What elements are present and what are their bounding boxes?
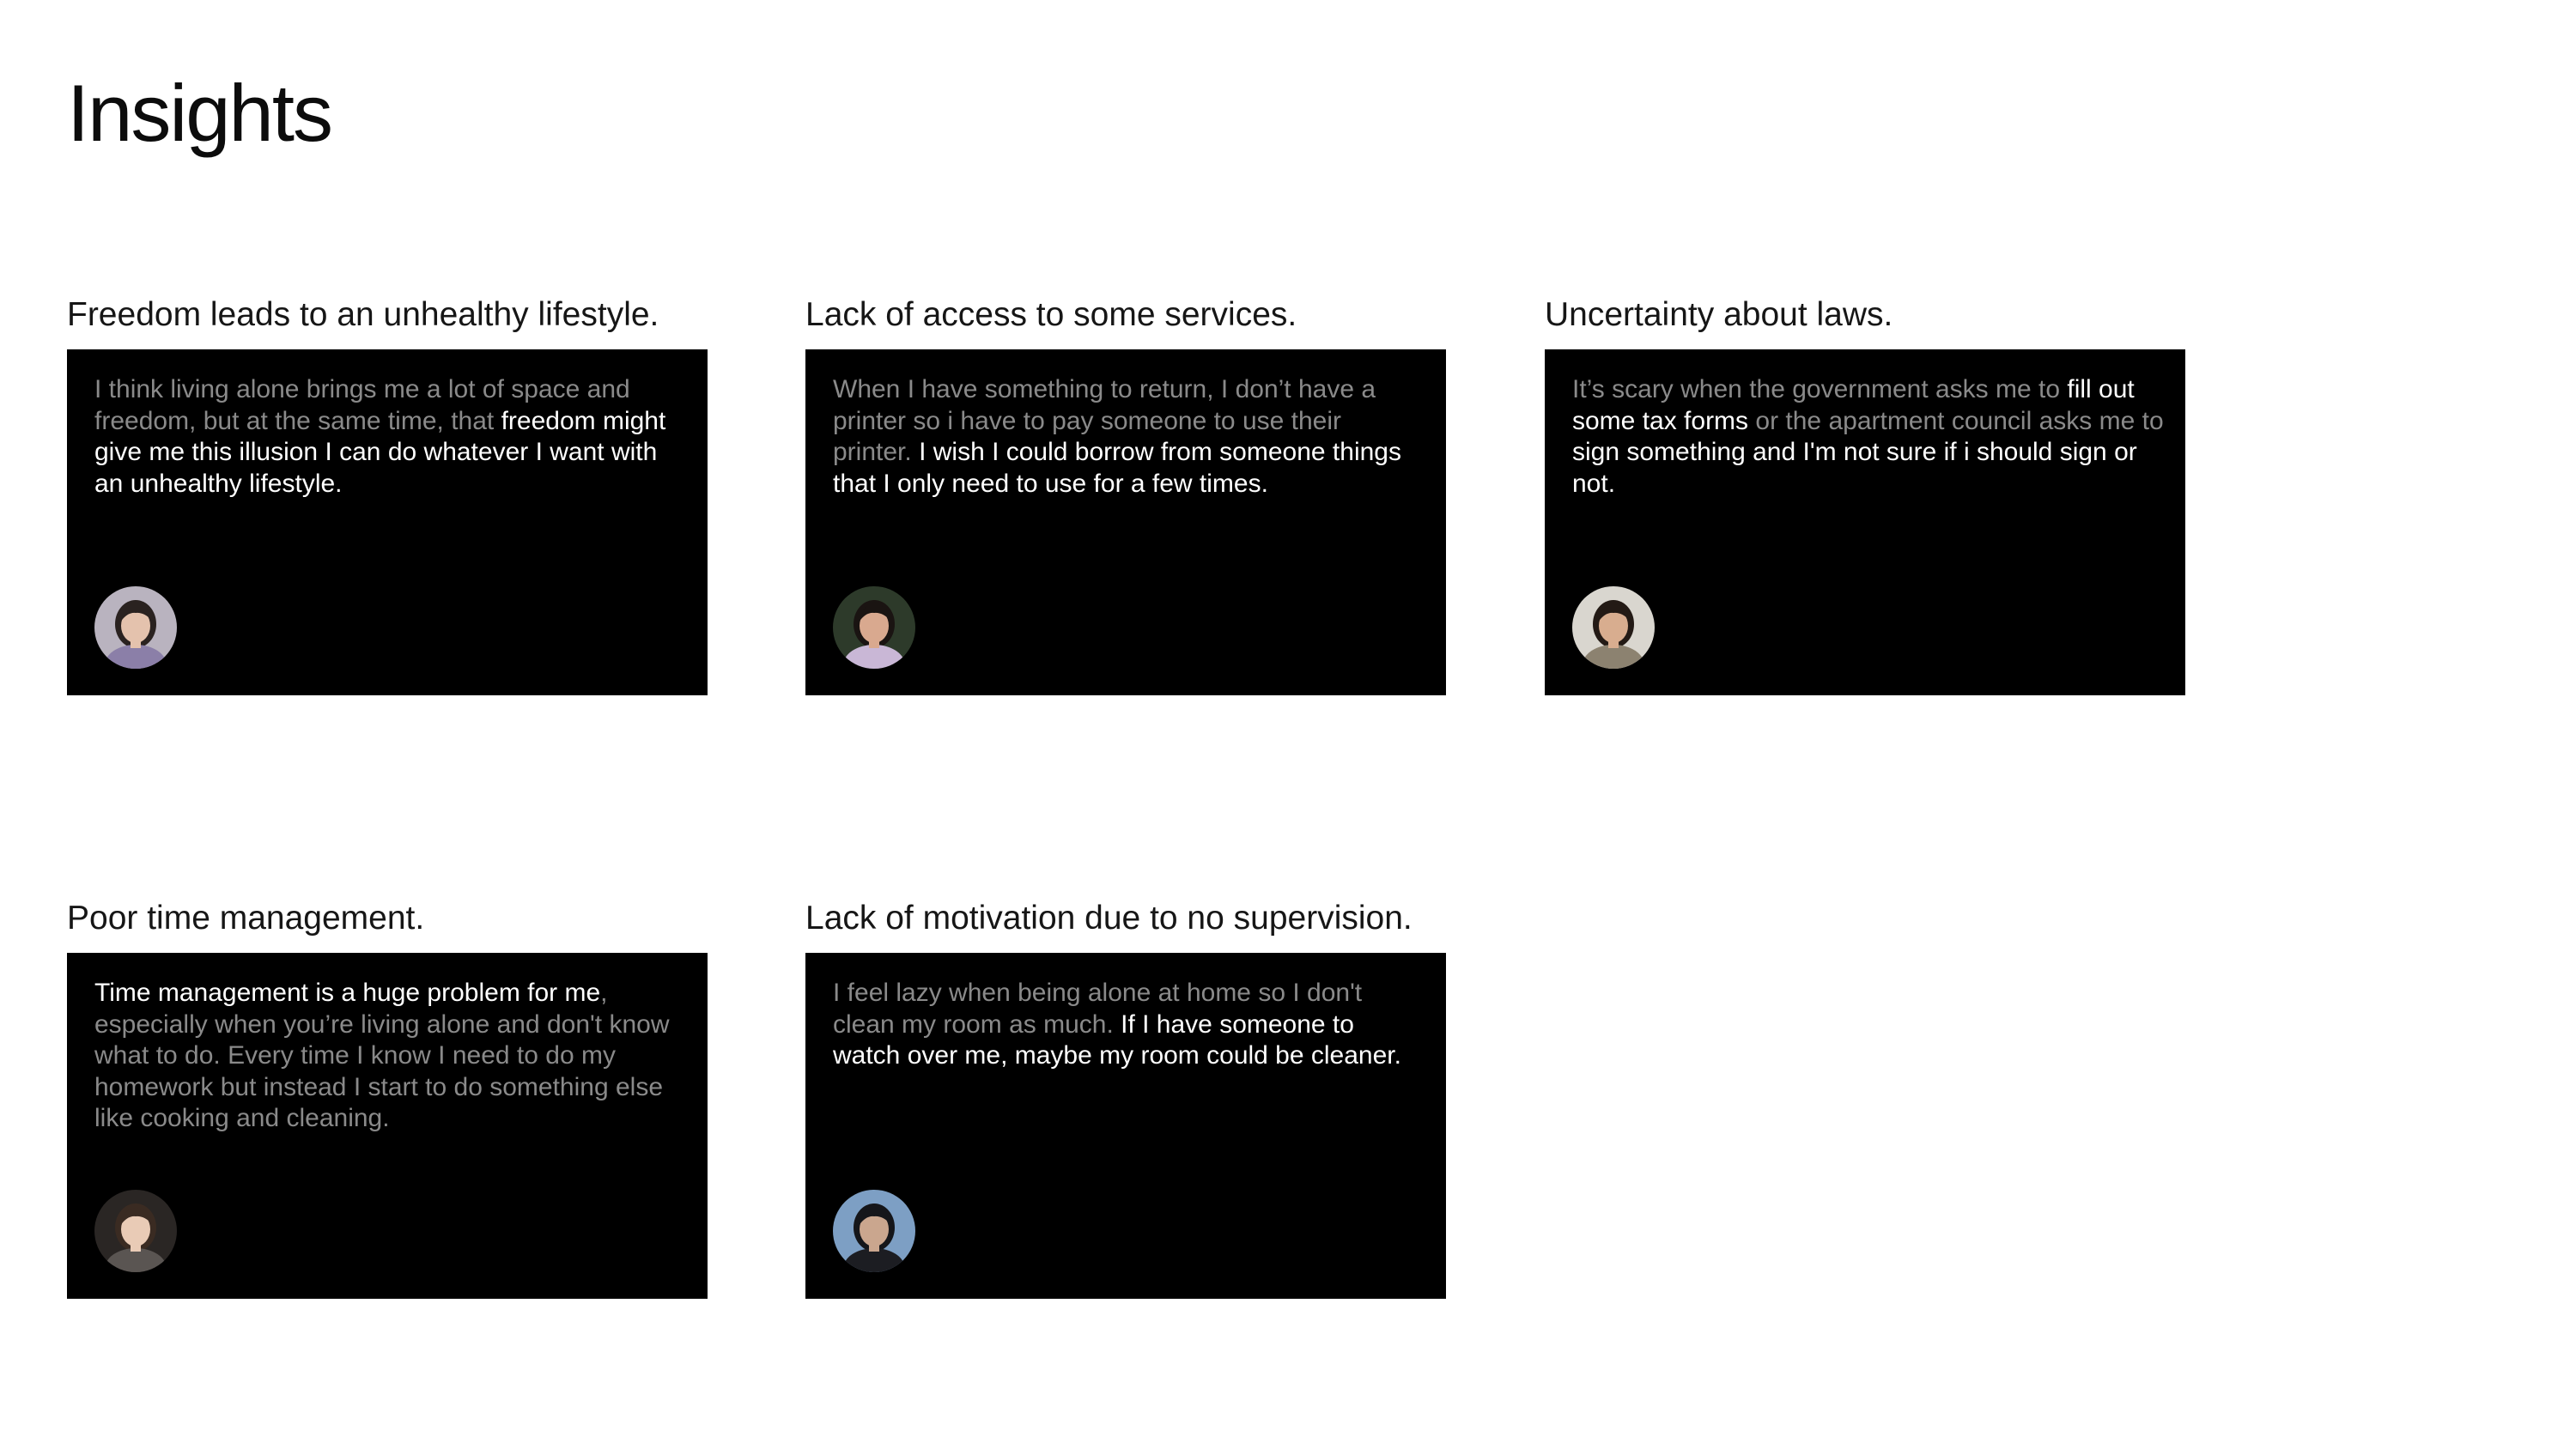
avatar <box>94 1190 177 1272</box>
quote-card <box>805 349 1446 695</box>
insight-card <box>805 897 1446 1070</box>
insight-card <box>805 294 1446 498</box>
quote-segment: I think living alone brings me a lot of space and freedom, but at the same time, that <box>94 375 630 435</box>
quote-card <box>1545 349 2185 695</box>
quote-segment-emphasis: I wish I could borrow from someone things that I only need to use for a few times. <box>833 438 1401 498</box>
user-photo-avatar <box>94 586 177 669</box>
quote-segment: I feel lazy when being alone at home so I don't clean my room as much. <box>833 979 1363 1039</box>
quote-text <box>1572 374 2165 500</box>
avatar <box>1572 586 1655 669</box>
user-photo-avatar <box>94 1190 177 1272</box>
insight-card <box>67 897 708 1132</box>
user-photo-avatar <box>1572 586 1655 669</box>
avatar <box>94 586 177 669</box>
user-photo-avatar <box>833 586 915 669</box>
insight-heading: Freedom leads to an unhealthy lifestyle. <box>67 296 659 333</box>
quote-segment: It’s scary when the government asks me to <box>1572 375 2068 403</box>
quote-segment-emphasis: freedom might give me this illusion I can do whatever I want with an unhealthy lifestyle. <box>94 406 666 498</box>
quote-segment-emphasis: Time management is a huge problem for me <box>94 979 601 1007</box>
quote-text <box>94 374 687 500</box>
quote-segment-emphasis: sign something and I'm not sure if i should sign or not. <box>1572 438 2137 498</box>
quote-segment-emphasis: If I have someone to watch over me, maybe my room could be cleaner. <box>833 1009 1401 1070</box>
quote-text <box>94 978 687 1135</box>
insight-heading: Lack of access to some services. <box>805 296 1297 333</box>
insight-heading: Poor time management. <box>67 900 425 937</box>
insight-card <box>67 294 708 498</box>
page-title: Insights <box>67 68 331 158</box>
user-photo-avatar <box>833 1190 915 1272</box>
quote-card <box>67 953 708 1299</box>
quote-card <box>805 953 1446 1299</box>
insight-heading: Uncertainty about laws. <box>1545 296 1893 333</box>
insight-card <box>1545 294 2185 498</box>
quote-text <box>833 374 1425 500</box>
quote-segment: When I have something to return, I don’t have a printer so i have to pay someone to use their printer. <box>833 375 1376 466</box>
quote-segment: or the apartment council asks me to <box>1748 406 2164 435</box>
quote-segment: , especially when you’re living alone and don't know what to do. Every time I know I need to do my homework but instead I start to do something else like cooking and cleaning. <box>94 979 670 1132</box>
insight-heading: Lack of motivation due to no supervision. <box>805 900 1413 937</box>
quote-segment-emphasis: fill out some tax forms <box>1572 375 2135 435</box>
quote-card <box>67 349 708 695</box>
avatar <box>833 586 915 669</box>
avatar <box>833 1190 915 1272</box>
quote-text <box>833 978 1425 1072</box>
